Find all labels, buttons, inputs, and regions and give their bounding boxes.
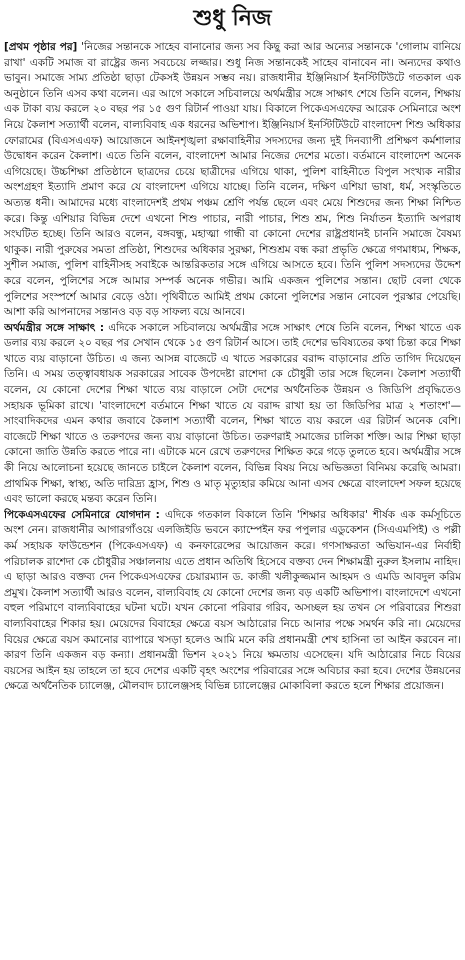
subheading-pksf-seminar: পিকেএসএফের সেমিনারে যোগদান : bbox=[4, 508, 160, 521]
paragraph-intro bbox=[4, 40, 461, 321]
article-body bbox=[4, 40, 461, 955]
paragraph-pksf-seminar bbox=[4, 508, 461, 695]
paragraph-text: এদিকে সকালে সচিবালয়ে অর্থমন্ত্রীর সঙ্গে সাক্ষাৎ শেষে তিনি বলেন, শিক্ষা খাতে এক ডলার ব্যয় করলে ২০ বছর পর সেখান থেকে ১৫ গুণ রিটার্ন আসে। তাই দেশের ভবিষ্যতের কথা চিন্তা করে শিক্ষা খাতে ব্যয় বাড়ানো উচিত। এ জন্য আসন্ন বাজেটে এ খাতে সরকারের বরাদ্দ বাড়ানোর প্রতি তাগিদ দিয়েছেন তিনি। এ সময় তত্ত্বাবধায়ক সরকারের সাবেক উপদেষ্টা রাশেদা কে চৌধুরী তার সঙ্গে ছিলেন। কৈলাশ সত্যার্থী বলেন, যে কোনো দেশের শিক্ষা খাতে ব্যয় বাড়ালে সেটা দেশের অর্থনৈতিক উন্নয়ন ও জিডিপি প্রবৃদ্ধিতেও সহায়ক ভূমিকা রাখে। 'বাংলাদেশে বর্তমানে শিক্ষা খাতে যে বরাদ্দ রাখা হয় তা জিডিপির মাত্র ২ শতাংশ'—সাংবাদিকদের এমন কথার জবাবে কৈলাশ সত্যার্থী বলেন, শিক্ষা খাতে ব্যয় করলে এর রিটার্ন অনেক বেশি। বাজেটে শিক্ষা খাতে ও তরুণদের জন্য ব্যয় বাড়ানো উচিত। তরুণরাই সমাজের চালিকা শক্তি। আর শিক্ষা ছাড়া কোনো জাতি উন্নতি করতে পারে না। এটাকে মনে রেখে তরুণদের শিক্ষিত করে গড়ে তুলতে হবে। অর্থমন্ত্রীর সঙ্গে কী নিয়ে আলোচনা হয়েছে জানতে চাইলে কৈলাশ বলেন, বিভিন্ন বিষয় নিয়ে অভিজ্ঞতা বিনিময় করেছি আমরা। প্রাথমিক শিক্ষা, স্বাস্থ্য, অতি দারিদ্র্য হ্রাস, শিশু ও মাতৃ মৃত্যুহার কমিয়ে আনা এসব ক্ষেত্রে বাংলাদেশ সফল হয়েছে এবং ভালো করছে মন্তব্য করেন তিনি। bbox=[4, 321, 461, 506]
paragraph-text: এদিকে গতকাল বিকালে তিনি 'শিক্ষার অধিকার' শীর্ষক এক কর্মসূচিতে অংশ নেন। রাজধানীর আগারগাঁওয়ে এলজিইডি ভবনে ক্যাম্পেইন ফর পপুলার এডুকেশন (সিএএমপিই) ও পল্লী কর্ম সহায়ক ফাউন্ডেশন (পিকেএসএফ) এ কনফারেন্সের আয়োজন করে। গণসাক্ষরতা অভিযান-এর নির্বাহী পরিচালক রাশেদা কে চৌধুরীর সঞ্চালনায় এতে প্রধান অতিথি হিসেবে বক্তব্য দেন শিক্ষামন্ত্রী নুরুল ইসলাম নাহিদ। এ ছাড়া আরও বক্তব্য দেন পিকেএসএফের চেয়ারম্যান ড. কাজী খলীকুজ্জমান আহমদ ও এমডি আবদুল করিম প্রমুখ। কৈলাশ সত্যার্থী আরও বলেন, বাল্যবিবাহ যে কোনো দেশের জন্য বড় একটি অভিশাপ। বাংলাদেশে এখনো বহুল পরিমাণে বাল্যবিবাহের ঘটনা ঘটে। যখন কোনো পরিবার গরিব, অসচ্ছল হয় তখন সে পরিবারের শিশুরা বাল্যবিবাহের শিকার হয়। মেয়েদের বিবাহের ক্ষেত্রে বয়স আঠারোর নিচে আনার পক্ষে সমর্থন করি না। মেয়েদের বিয়ের ক্ষেত্রে বয়স কমানোর ব্যাপারে খসড়া হলেও আমি মনে করি প্রধানমন্ত্রী শেখ হাসিনা তা আইন করবেন না। কারণ তিনি একজন বড় কন্যা। প্রধানমন্ত্রী ভিশন ২০২১ নিয়ে ক্ষমতায় এসেছেন। যদি আঠারোর নিচে বিয়ের বয়সের আইন হয় তাহলে তা হবে দেশের একটি বৃহৎ অংশের পরিবারের সঙ্গে অবিচার করা হবে। দেশের উন্নয়নের ক্ষেত্রে অর্থনৈতিক চ্যালেঞ্জ, মৌলবাদ চ্যালেঞ্জসহ বিভিন্ন চ্যালেঞ্জের মোকাবিলা করতে হলে শিক্ষার প্রয়োজন। bbox=[4, 508, 461, 693]
paragraph-text: 'নিজের সন্তানকে সাহেব বানানোর জন্য সব কিছু করা আর অন্যের সন্তানকে 'গোলাম বানিয়ে রাখা' একটি সমাজ বা রাষ্ট্রের জন্য সবচেয়ে লজ্জার। শুধু নিজ সন্তানকেই সাহেব বানাবেন না। অন্যদের কথাও ভাবুন। সমাজে সাম্য প্রতিষ্ঠা ছাড়া টেকসই উন্নয়ন সম্ভব নয়। রাজধানীর ইঞ্জিনিয়ার্স ইনস্টিটিউটে গতকাল এক অনুষ্ঠানে তিনি এসব কথা বলেন। এর আগে সকালে সচিবালয়ে অর্থমন্ত্রীর সঙ্গে সাক্ষাৎ শেষে তিনি বলেন, শিক্ষায় এক টাকা ব্যয় করলে ২০ বছর পর ১৫ গুণ রিটার্ন পাওয়া যায়। বিকালে পিকেএসএফের আরেক সেমিনারে অংশ নিয়ে কৈলাশ সত্যার্থী বলেন, বাল্যবিবাহ এক ধরনের অভিশাপ। ইঞ্জিনিয়ার্স ইনস্টিটিউটে বাংলাদেশ শিশু অধিকার ফোরামের (বিএসএএফ) আয়োজনে আইনশৃঙ্খলা রক্ষাবাহিনীর সদস্যদের জন্য দুই দিনব্যাপী প্রশিক্ষণ কর্মশালার উদ্বোধন করেন কৈলাশ। এতে তিনি বলেন, বাংলাদেশ আমার নিজের দেশের মতো। বর্তমানে বাংলাদেশ অনেক এগিয়েছে। উচ্চশিক্ষা প্রতিষ্ঠানে ছাত্রদের চেয়ে ছাত্রীদের এগিয়ে থাকা, পুলিশ বাহিনীতে বিপুল সংখ্যক নারীর অংশগ্রহণ ইত্যাদি প্রমাণ করে যে বাংলাদেশ এগিয়ে যাচ্ছে। তিনি বলেন, দক্ষিণ এশিয়া ভাষা, ধর্ম, সংস্কৃতিতে অত্যন্ত ধনী। আমাদের মধ্যে বাংলাদেশই প্রথম পঞ্চম শ্রেণি পর্যন্ত ছেলে এবং মেয়ে শিশুদের জন্য শিক্ষা নিশ্চিত করে। কিন্তু এশিয়ার বিভিন্ন দেশে এখনো শিশু পাচার, নারী পাচার, শিশু শ্রম, শিশু নির্যাতন ইত্যাদি অপরাধ সংঘটিত হচ্ছে। তিনি আরও বলেন, বঙ্গবন্ধু, মহাত্মা গান্ধী বা কোনো দেশের রাষ্ট্রপ্রধানই চাননি সমাজে বৈষম্য থাকুক। নারী পুরুষের সমতা প্রতিষ্ঠা, শিশুদের অধিকার সুরক্ষা, শিশুশ্রম বন্ধ করা প্রভৃতি ক্ষেত্রে গণমাধ্যম, শিক্ষক, সুশীল সমাজ, পুলিশ বাহিনীসহ সবাইকে আন্তরিকতার সঙ্গে এগিয়ে আসতে হবে। তিনি পুলিশ সদস্যদের উদ্দেশ করে বলেন, পুলিশের সঙ্গে আমার সম্পর্ক অনেক গভীর। আমি একজন পুলিশের সন্তান। ছোট বেলা থেকে পুলিশের সংস্পর্শে আমার বেড়ে ওঠা। পৃথিবীতে আমিই প্রথম কোনো পুলিশের সন্তান নোবেল পুরস্কার পেয়েছি। আশা করি আপনাদের সন্তানও বড় বড় সাফল্য বয়ে আনবে। bbox=[4, 41, 461, 319]
paragraph-finance-minister bbox=[4, 321, 461, 508]
article-title: শুধু নিজ bbox=[193, 5, 272, 31]
continuation-label: [প্রথম পৃষ্ঠার পর] bbox=[4, 41, 78, 53]
subheading-finance-minister: অর্থমন্ত্রীর সঙ্গে সাক্ষাৎ : bbox=[4, 321, 104, 334]
